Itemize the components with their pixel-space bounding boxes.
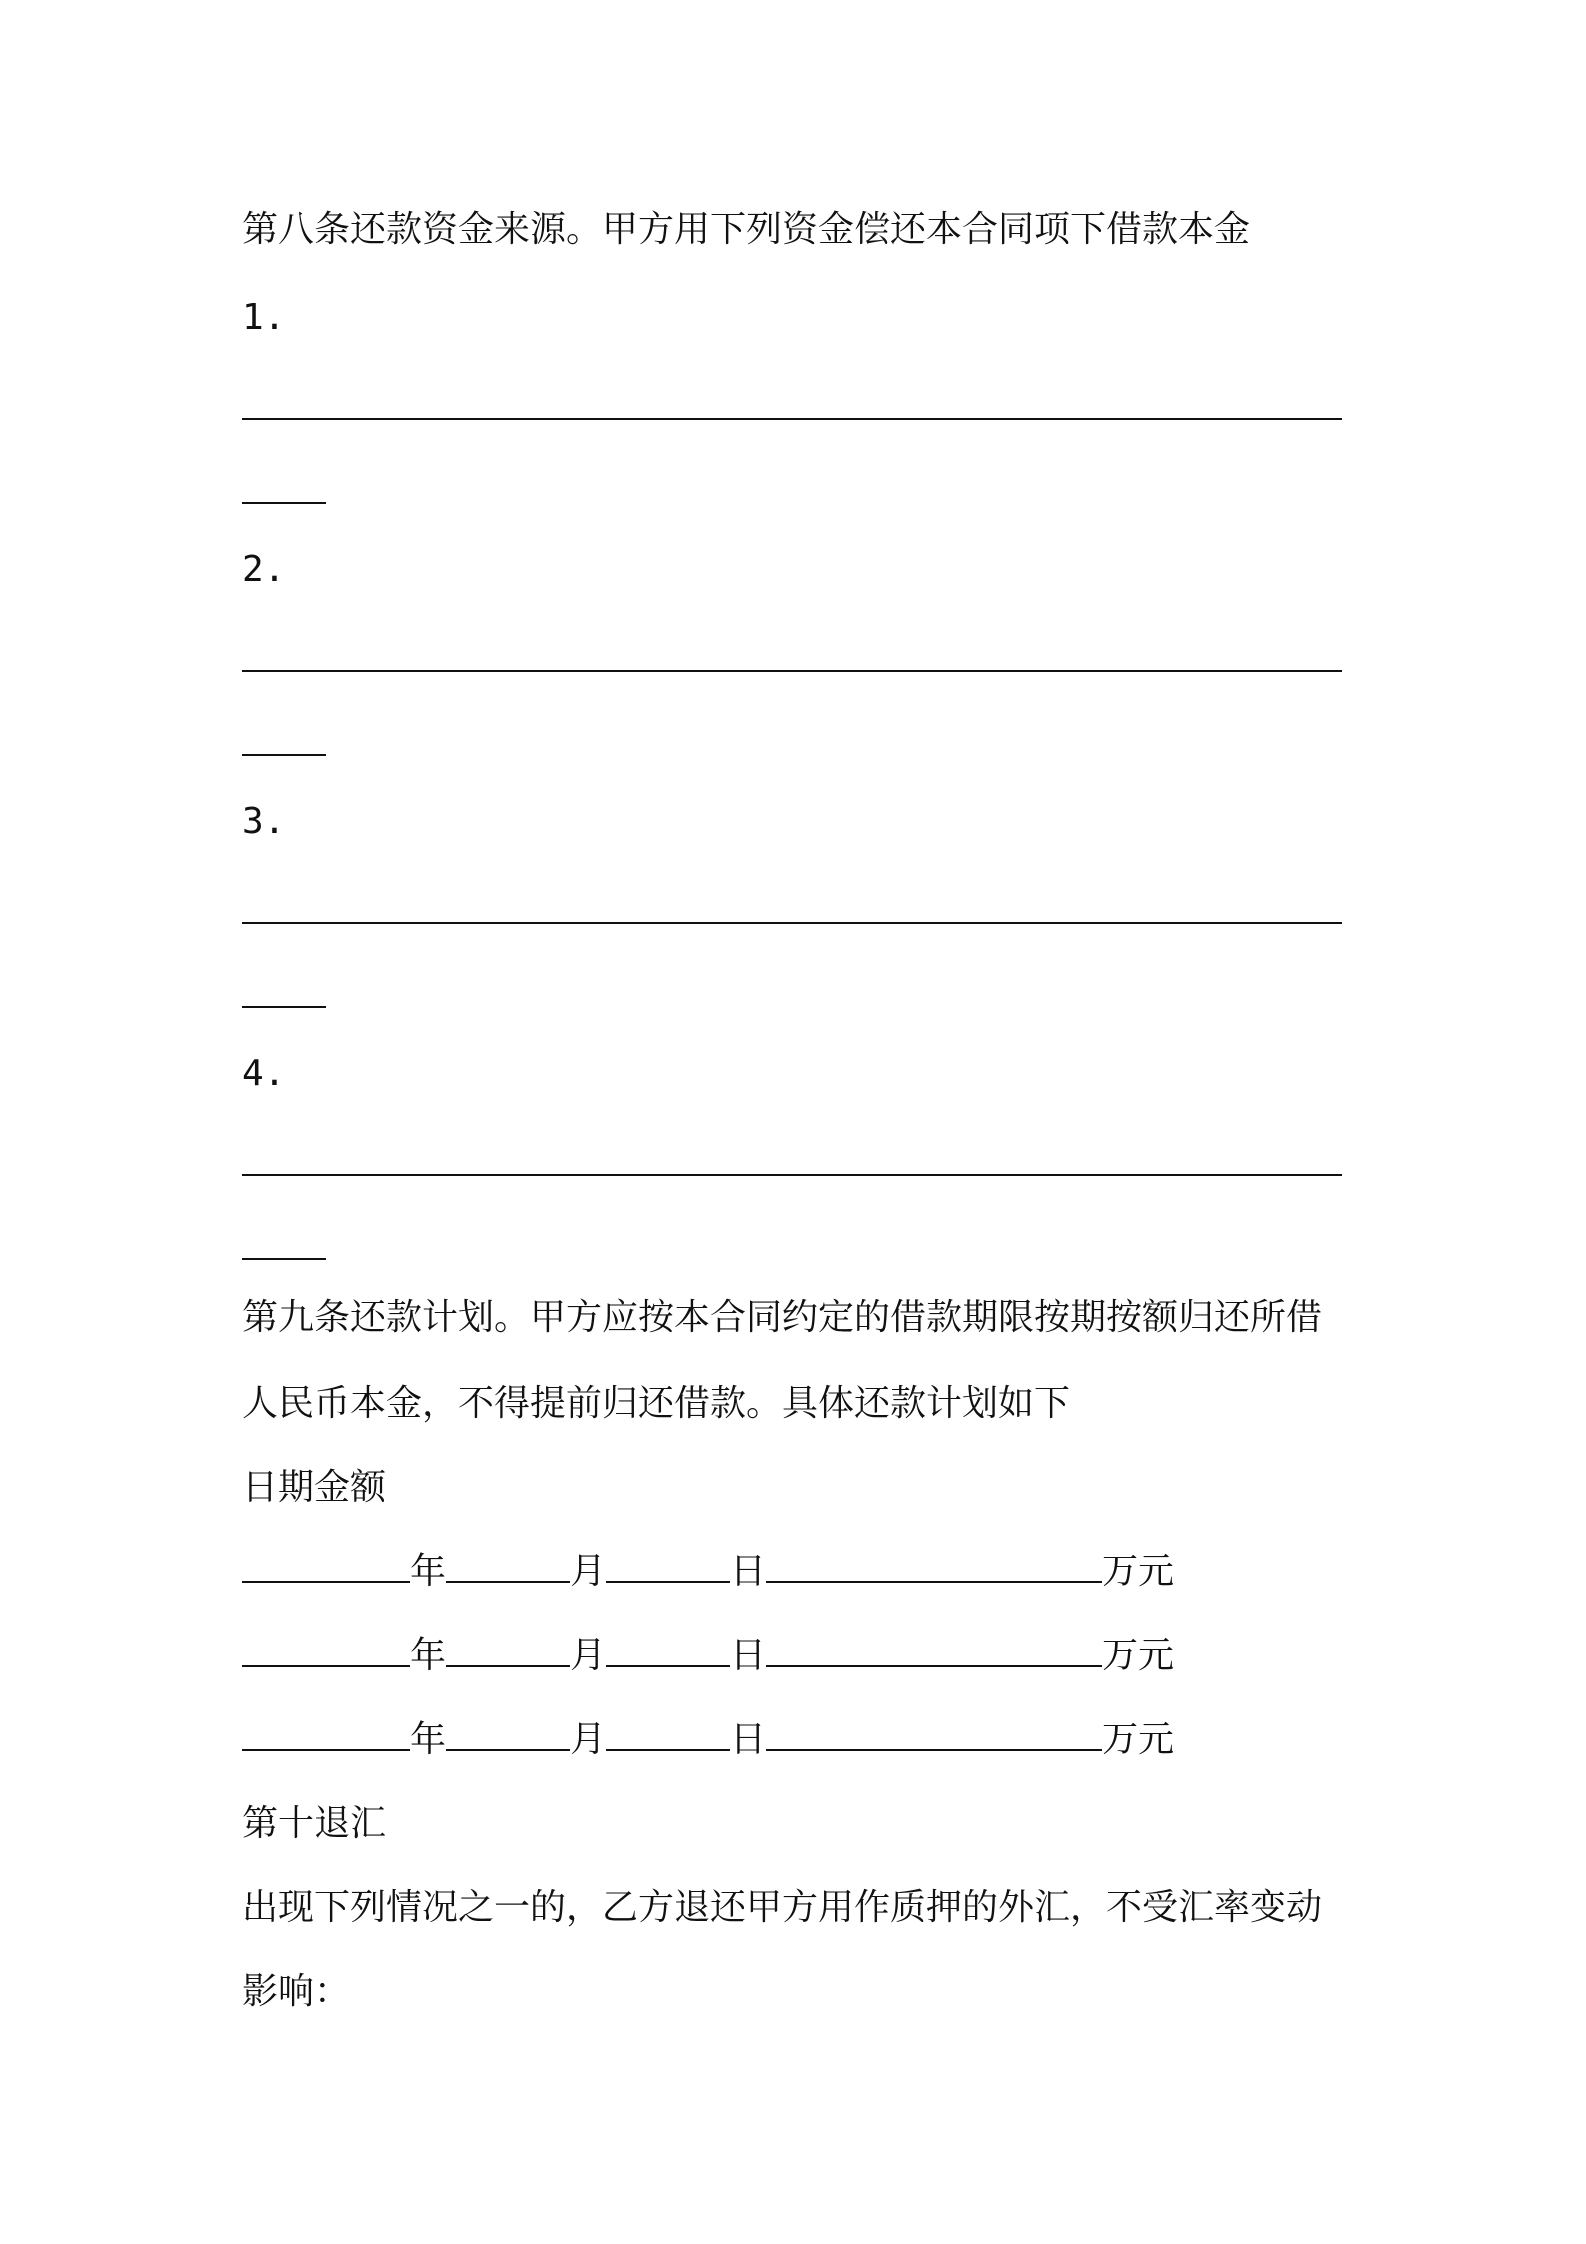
fill-line-2b — [242, 754, 326, 756]
day-blank — [606, 1551, 730, 1583]
fill-line-4b — [242, 1258, 326, 1260]
year-label: 年 — [410, 1719, 447, 1760]
fill-line-4a — [242, 1174, 1342, 1176]
schedule-row-2 — [242, 1634, 1174, 1678]
day-label: 日 — [730, 1635, 767, 1676]
day-label: 日 — [730, 1551, 767, 1592]
day-label: 日 — [730, 1719, 767, 1760]
day-blank — [606, 1719, 730, 1751]
item-number-3: 3. — [242, 801, 286, 842]
fill-line-1b — [242, 502, 326, 504]
fill-line-1a — [242, 418, 1342, 420]
year-label: 年 — [410, 1551, 447, 1592]
item-number-1: 1. — [242, 297, 286, 338]
fill-line-3a — [242, 922, 1342, 924]
article8-heading: 第八条还款资金来源。甲方用下列资金偿还本合同项下借款本金 — [242, 209, 1251, 250]
year-blank — [242, 1551, 410, 1583]
article10-line-1: 出现下列情况之一的，乙方退还甲方用作质押的外汇，不受汇率变动 — [242, 1887, 1323, 1928]
amount-blank — [766, 1719, 1102, 1751]
unit-label: 万元 — [1102, 1551, 1175, 1592]
article10-heading: 第十退汇 — [242, 1803, 387, 1844]
month-blank — [446, 1719, 570, 1751]
amount-blank — [766, 1635, 1102, 1667]
article9-line-2: 人民币本金，不得提前归还借款。具体还款计划如下 — [242, 1383, 1071, 1424]
year-blank — [242, 1719, 410, 1751]
fill-line-2a — [242, 670, 1342, 672]
year-label: 年 — [410, 1635, 447, 1676]
article9-line-1: 第九条还款计划。甲方应按本合同约定的借款期限按期按额归还所借 — [242, 1297, 1323, 1338]
day-blank — [606, 1635, 730, 1667]
schedule-header: 日期金额 — [242, 1467, 387, 1508]
year-blank — [242, 1635, 410, 1667]
month-blank — [446, 1551, 570, 1583]
unit-label: 万元 — [1102, 1719, 1175, 1760]
amount-blank — [766, 1551, 1102, 1583]
month-label: 月 — [570, 1719, 607, 1760]
item-number-2: 2. — [242, 549, 286, 590]
month-label: 月 — [570, 1551, 607, 1592]
article10-line-2: 影响： — [242, 1971, 351, 2012]
month-label: 月 — [570, 1635, 607, 1676]
month-blank — [446, 1635, 570, 1667]
item-number-4: 4. — [242, 1053, 286, 1094]
unit-label: 万元 — [1102, 1635, 1175, 1676]
schedule-row-1 — [242, 1550, 1174, 1594]
schedule-row-3 — [242, 1718, 1174, 1762]
fill-line-3b — [242, 1006, 326, 1008]
